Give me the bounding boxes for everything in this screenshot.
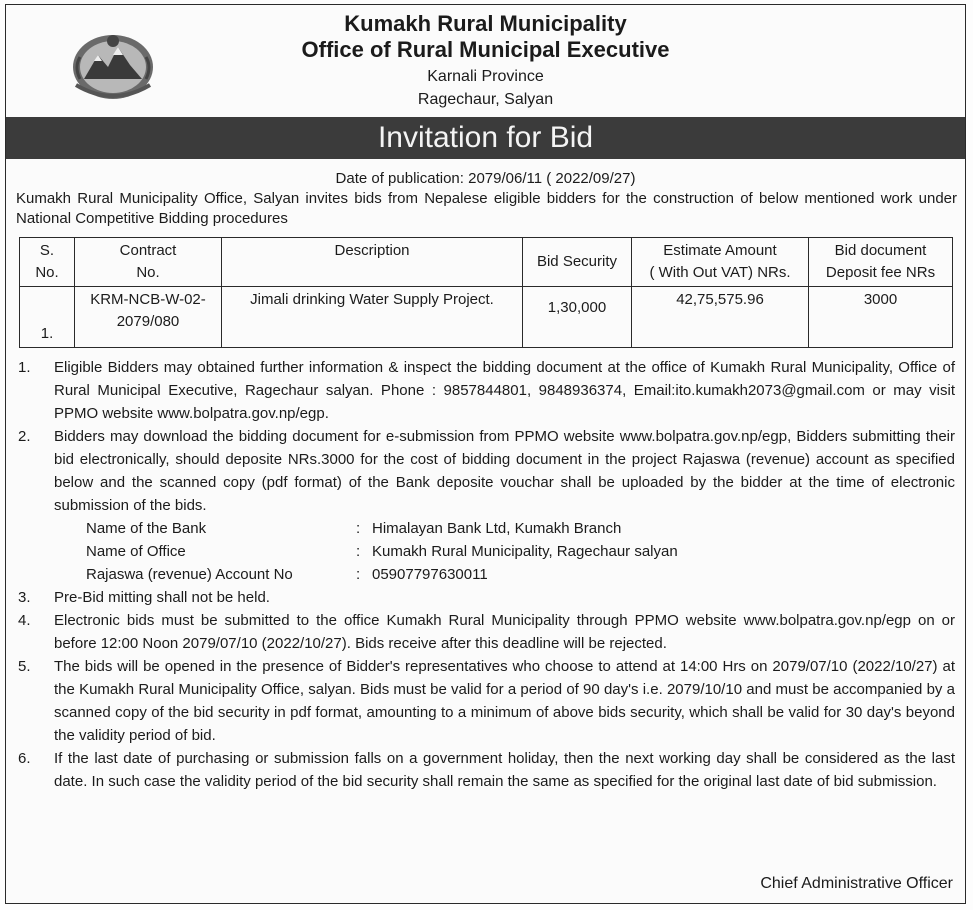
col-sno-line2: No. [35, 264, 59, 281]
col-estimate-line1: Estimate Amount [663, 242, 777, 259]
bank-details [86, 517, 955, 586]
cell-contract-line2: 2079/080 [116, 313, 180, 330]
cell-description: Jimali drinking Water Supply Project. [222, 287, 523, 348]
col-bid-security-label: Bid Security [536, 253, 618, 270]
bid-notice [5, 4, 966, 904]
cell-estimate: 42,75,575.96 [632, 287, 809, 348]
bank-separator: : [356, 520, 361, 537]
col-sno-line1: S. [39, 242, 55, 259]
note-text: If the last date of purchasing or submission falls on a government holiday, then the next working day shall be considered as the last date. In such case the validity period of the bid security shall remain the same as specified for the original last date of bid submission. [54, 750, 955, 790]
list-item [6, 425, 955, 517]
cell-contract [75, 287, 222, 348]
org-name: Kumakh Rural Municipality [344, 11, 627, 36]
publication-date: Date of publication: 2079/06/11 ( 2022/09/27) [335, 170, 636, 187]
col-estimate [632, 238, 809, 287]
cell-contract-line1: KRM-NCB-W-02- [90, 291, 206, 308]
col-sno [20, 238, 75, 287]
col-contract [75, 238, 222, 287]
bank-value: Himalayan Bank Ltd, Kumakh Branch [372, 520, 622, 537]
table-header-row [20, 238, 953, 287]
note-text: Electronic bids must be submitted to the office Kumakh Rural Municipality through PPMO website www.bolpatra.gov.np/egp on or before 12:00 Noon 2079/07/10 (2022/10/27). Bids receive after this deadline will be rejected. [54, 612, 955, 652]
list-item [6, 586, 955, 609]
bank-row [86, 563, 955, 586]
note-text: Bidders may download the bidding document for e-submission from PPMO website www.bolpatra.gov.np/egp, Bidders submitting their bid electronically, should deposite NRs.3000 for the cost of bidding document in the project Rajaswa (revenue) account as specified below and the scanned copy (pdf format) of the Bank deposite vouchar shall be uploaded by the bidder at the time of electronic submission of the bids. [54, 428, 955, 514]
bank-value: Kumakh Rural Municipality, Ragechaur salyan [372, 543, 678, 560]
bid-table [19, 237, 953, 348]
col-contract-line2: No. [136, 264, 160, 281]
cell-sno: 1. [20, 287, 75, 348]
bank-separator: : [356, 566, 361, 583]
office-name: Office of Rural Municipal Executive [301, 37, 670, 62]
bank-row [86, 517, 955, 540]
col-deposit-line2: Deposit fee NRs [825, 264, 936, 281]
note-text: Pre-Bid mitting shall not be held. [54, 589, 270, 606]
col-deposit-line1: Bid document [834, 242, 927, 259]
col-estimate-line2: ( With Out VAT) NRs. [649, 264, 791, 281]
col-bid-security [523, 238, 632, 287]
province: Karnali Province [427, 68, 544, 85]
list-item [6, 356, 955, 425]
list-item [6, 747, 955, 793]
col-contract-line1: Contract [119, 242, 177, 259]
list-item [6, 655, 955, 747]
note-number: 6. [18, 750, 31, 767]
signature: Chief Administrative Officer [760, 875, 953, 892]
bank-row [86, 540, 955, 563]
note-number: 4. [18, 612, 31, 629]
intro-paragraph: Kumakh Rural Municipality Office, Salyan invites bids from Nepalese eligible bidders for the construction of below mentioned work under National Competitive Bidding procedures [16, 190, 957, 227]
note-number: 5. [18, 658, 31, 675]
note-number: 3. [18, 589, 31, 606]
table-row [20, 287, 953, 348]
col-description [222, 238, 523, 287]
note-text: The bids will be opened in the presence of Bidder's representatives who choose to attend at 14:00 Hrs on 2079/07/10 (2022/10/27) at the Kumakh Rural Municipality Office, salyan. Bids must be valid for a period of 90 day's i.e. 2079/10/10 and must be accompanied by a scanned copy of the bid security in pdf format, amounting to a minimum of above bids security, which shall be valid for 30 day's beyond the validity period of bid. [54, 658, 955, 744]
cell-deposit: 3000 [809, 287, 953, 348]
cell-bid-security: 1,30,000 [523, 287, 632, 348]
bank-label: Rajaswa (revenue) Account No [86, 566, 293, 583]
notice-header [6, 5, 965, 117]
bank-value: 05907797630011 [372, 566, 488, 583]
note-number: 2. [18, 428, 31, 445]
list-item [6, 609, 955, 655]
bank-label: Name of the Bank [86, 520, 207, 537]
note-number: 1. [18, 359, 31, 376]
notes-list [6, 356, 955, 793]
bank-separator: : [356, 543, 361, 560]
location: Ragechaur, Salyan [417, 91, 554, 108]
bank-label: Name of Office [86, 543, 186, 560]
col-description-label: Description [334, 242, 410, 259]
banner-title: Invitation for Bid [6, 117, 965, 159]
col-deposit [809, 238, 953, 287]
note-text: Eligible Bidders may obtained further information & inspect the bidding document at the office of Kumakh Rural Municipality, Office of Rural Municipal Executive, Ragechaur salyan. Phone : 9857844801, 9848936374, Email:ito.kumakh2073@gmail.com or may visit PPMO website www.bolpatra.gov.np/egp. [54, 359, 955, 422]
